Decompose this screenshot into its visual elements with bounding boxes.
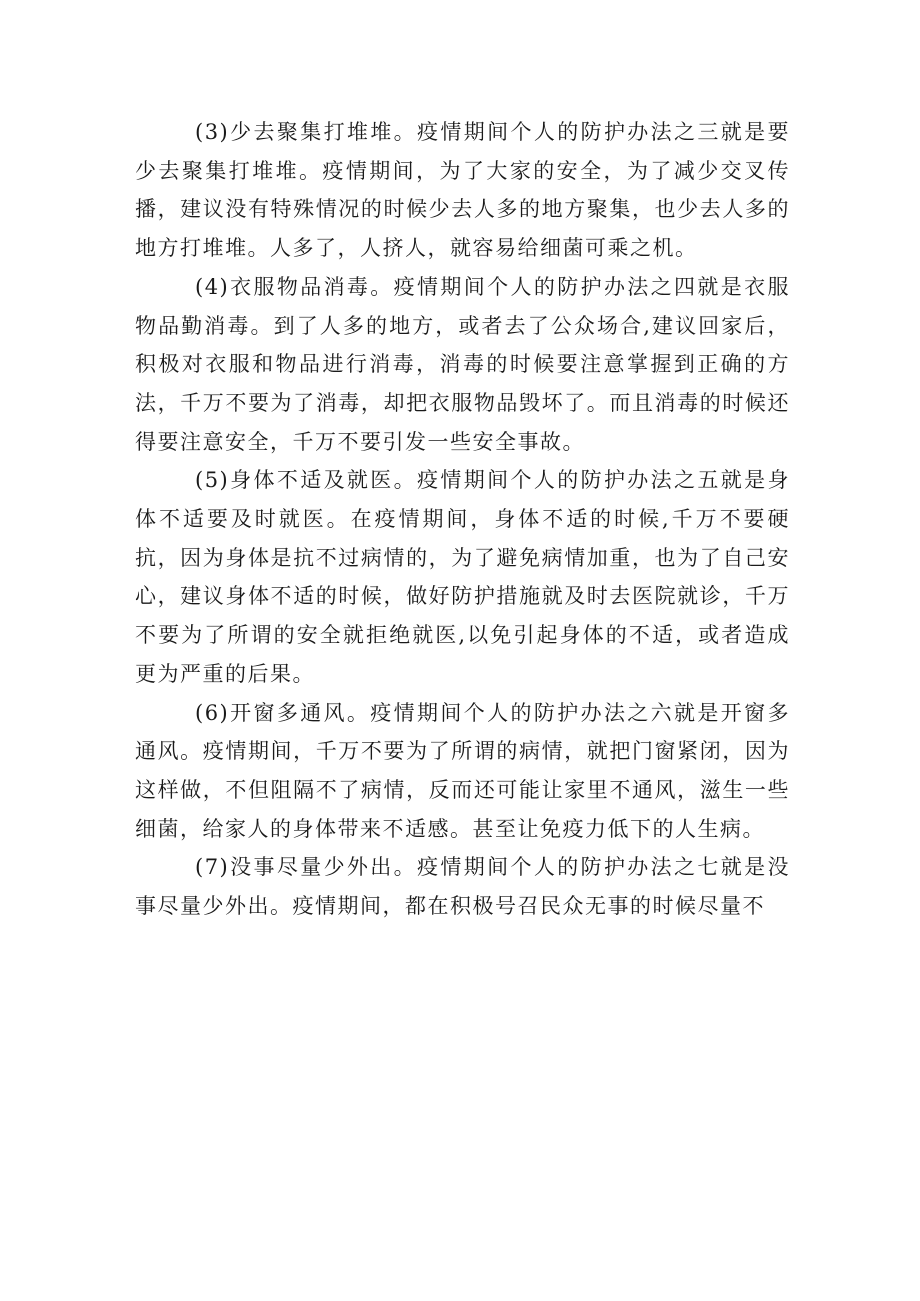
paragraph-6-ventilation: (6)开窗多通风。疫情期间个人的防护办法之六就是开窗多通风。疫情期间，千万不要为了所谓的病情，就把门窗紧闭，因为这样做，不但阻隔不了病情，反而还可能让家里不通风，滋生一些细菌，给家人的身体带来不适感。甚至让免疫力低下的人生病。 (135, 700, 790, 841)
document-page (135, 113, 790, 926)
paragraph-7-stay-home: (7)没事尽量少外出。疫情期间个人的防护办法之七就是没事尽量少外出。疫情期间，都在积极号召民众无事的时候尽量不 (135, 855, 790, 919)
paragraph-5-medical: (5)身体不适及就医。疫情期间个人的防护办法之五就是身体不适要及时就医。在疫情期间，身体不适的时候,千万不要硬抗，因为身体是抗不过病情的，为了避免病情加重，也为了自己安心，建议身体不适的时候，做好防护措施就及时去医院就诊，千万不要为了所谓的安全就拒绝就医,以免引起身体的不适，或者造成更为严重的后果。 (135, 468, 790, 686)
paragraph-3-gathering: (3)少去聚集打堆堆。疫情期间个人的防护办法之三就是要少去聚集打堆堆。疫情期间，为了大家的安全，为了减少交叉传播，建议没有特殊情况的时候少去人多的地方聚集，也少去人多的地方打堆堆。人多了，人挤人，就容易给细菌可乘之机。 (135, 120, 790, 261)
paragraph-4-disinfection: (4)衣服物品消毒。疫情期间个人的防护办法之四就是衣服物品勤消毒。到了人多的地方，或者去了公众场合,建议回家后，积极对衣服和物品进行消毒，消毒的时候要注意掌握到正确的方法，千万不要为了消毒，却把衣服物品毁坏了。而且消毒的时候还得要注意安全，千万不要引发一些安全事故。 (135, 274, 790, 454)
